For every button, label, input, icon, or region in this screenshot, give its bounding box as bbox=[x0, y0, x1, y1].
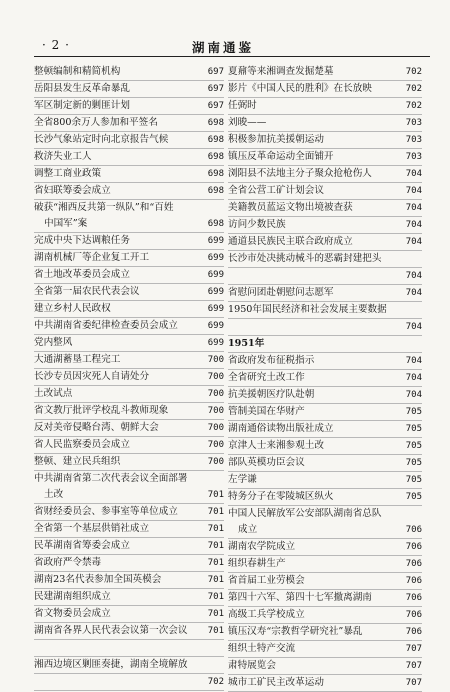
toc-entry-title: 军区制定新的剿匪计划 bbox=[34, 100, 130, 111]
toc-entry-title: 肃特展览会 bbox=[228, 660, 276, 671]
toc-entry-title: 第四十六军、第四十七军撤离湖南 bbox=[228, 592, 372, 603]
toc-entry bbox=[228, 200, 422, 217]
toc-entry bbox=[34, 521, 224, 538]
toc-entry bbox=[228, 149, 422, 166]
toc-entry-page: 699 bbox=[207, 270, 224, 280]
toc-entry-page: 702 bbox=[207, 677, 224, 687]
toc-entry-page: 704 bbox=[405, 203, 422, 213]
toc-entry bbox=[228, 438, 422, 455]
toc-year-heading bbox=[228, 336, 422, 353]
toc-entry bbox=[228, 132, 422, 149]
toc-entry-page: 707 bbox=[405, 678, 422, 688]
toc-entry bbox=[34, 555, 224, 572]
toc-entry bbox=[34, 200, 224, 233]
toc-entry bbox=[34, 284, 224, 301]
toc-entry-page: 698 bbox=[207, 118, 224, 128]
toc-entry bbox=[34, 183, 224, 200]
toc-entry-title: 省妇联筹委会成立 bbox=[34, 185, 111, 196]
toc-entry-title: 抗美援朝医疗队赴朝 bbox=[228, 389, 315, 400]
toc-entry bbox=[34, 420, 224, 437]
toc-entry-page: 706 bbox=[405, 593, 422, 603]
toc-entry-page: 698 bbox=[207, 186, 224, 196]
toc-entry-page: 702 bbox=[405, 84, 422, 94]
toc-entry bbox=[228, 370, 422, 387]
toc-entry-title: 长沙市处决挑动械斗的恶霸封建把头 bbox=[228, 253, 382, 264]
toc-entry-page: 697 bbox=[207, 84, 224, 94]
toc-entry-page: 701 bbox=[207, 575, 224, 585]
toc-entry bbox=[228, 539, 422, 556]
toc-entry-page: 706 bbox=[405, 559, 422, 569]
toc-entry-title-continued: 土改 bbox=[44, 489, 64, 500]
toc-entry bbox=[228, 64, 422, 81]
toc-entry-page: 704 bbox=[405, 288, 422, 298]
toc-entry bbox=[34, 504, 224, 521]
toc-entry-page: 699 bbox=[207, 287, 224, 297]
toc-entry bbox=[228, 489, 422, 506]
toc-entry bbox=[228, 81, 422, 98]
toc-entry-title: 整顿、建立民兵组织 bbox=[34, 456, 121, 467]
toc-entry bbox=[34, 301, 224, 318]
toc-entry bbox=[228, 573, 422, 590]
toc-entry-title: 中国人民解放军公安部队湖南省总队 bbox=[228, 508, 382, 519]
toc-entry-page: 701 bbox=[207, 541, 224, 551]
toc-entry-title: 救济失业工人 bbox=[34, 151, 92, 162]
toc-entry-title: 省文教厅批评学校乱斗教师现象 bbox=[34, 405, 169, 416]
toc-entry-page: 702 bbox=[405, 101, 422, 111]
toc-entry bbox=[34, 471, 224, 504]
toc-entry-title: 省慰问团赴朝慰问志愿军 bbox=[228, 287, 334, 298]
toc-entry bbox=[34, 369, 224, 386]
toc-entry bbox=[34, 386, 224, 403]
toc-entry-title: 全省第一个基层供销社成立 bbox=[34, 523, 150, 534]
toc-entry-title: 岳阳县发生反革命暴乱 bbox=[34, 83, 130, 94]
toc-entry-page: 697 bbox=[207, 101, 224, 111]
toc-entry-page: 703 bbox=[405, 152, 422, 162]
toc-entry-title: 省文物委员会成立 bbox=[34, 608, 111, 619]
toc-entry bbox=[228, 319, 422, 336]
toc-entry-page: 698 bbox=[207, 135, 224, 145]
toc-entry-title: 湖南农学院成立 bbox=[228, 541, 296, 552]
toc-entry bbox=[228, 506, 422, 539]
toc-entry-title: 党内整风 bbox=[34, 337, 73, 348]
toc-entry-title: 1950年国民经济和社会发展主要数据 bbox=[228, 304, 387, 315]
toc-entry-page: 705 bbox=[405, 458, 422, 468]
toc-entry-title: 省财经委员会、参事室等单位成立 bbox=[34, 506, 178, 517]
toc-entry-title: 湘西边境区剿匪奏捷，湖南全境解放 bbox=[34, 659, 188, 670]
toc-entry-title: 调整工商业政策 bbox=[34, 168, 102, 179]
toc-entry bbox=[34, 538, 224, 555]
page-header bbox=[0, 0, 450, 58]
toc-entry-title: 完成中央下达调粮任务 bbox=[34, 235, 130, 246]
toc-entry-title: 影片《中国人民的胜利》在长放映 bbox=[228, 83, 372, 94]
toc-entry-page: 705 bbox=[405, 492, 422, 502]
toc-entry bbox=[34, 352, 224, 369]
toc-entry-page: 700 bbox=[207, 355, 224, 365]
toc-entry bbox=[228, 455, 422, 472]
toc-entry bbox=[34, 623, 224, 640]
toc-entry-page: 703 bbox=[405, 118, 422, 128]
toc-entry-page: 706 bbox=[405, 627, 422, 637]
toc-entry bbox=[228, 166, 422, 183]
toc-entry-title: 镇压反革命运动全面铺开 bbox=[228, 151, 334, 162]
toc-entry-page: 704 bbox=[405, 356, 422, 366]
toc-entry bbox=[34, 132, 224, 149]
toc-entry-page: 704 bbox=[405, 373, 422, 383]
toc-entry-page: 702 bbox=[405, 67, 422, 77]
toc-entry bbox=[228, 607, 422, 624]
toc-entry-page: 698 bbox=[207, 219, 224, 229]
toc-entry bbox=[34, 149, 224, 166]
toc-entry-page: 701 bbox=[207, 626, 224, 636]
toc-entry-title: 特务分子在零陵城区纵火 bbox=[228, 491, 334, 502]
toc-entry-page: 700 bbox=[207, 457, 224, 467]
toc-entry bbox=[228, 353, 422, 370]
toc-entry-title: 组织土特产交流 bbox=[228, 643, 296, 654]
toc-left-column bbox=[34, 64, 224, 691]
toc-entry-page: 701 bbox=[207, 507, 224, 517]
toc-entry-title: 中共湖南省第二次代表会议全面部署 bbox=[34, 473, 188, 484]
toc-entry bbox=[228, 98, 422, 115]
toc-entry-page: 701 bbox=[207, 592, 224, 602]
toc-entry-title: 刘晙—— bbox=[228, 117, 267, 128]
toc-entry-page: 705 bbox=[405, 424, 422, 434]
toc-entry-title: 全省800余万人参加和平签名 bbox=[34, 117, 158, 128]
toc-entry bbox=[34, 640, 224, 657]
toc-entry-page: 700 bbox=[207, 406, 224, 416]
toc-entry-title: 浏阳县不法地主分子聚众抢枪伤人 bbox=[228, 168, 372, 179]
toc-entry-title: 部队英模功臣会议 bbox=[228, 457, 305, 468]
toc-entry-title: 湖南通俗读物出版社成立 bbox=[228, 423, 334, 434]
toc-entry-page: 700 bbox=[207, 372, 224, 382]
toc-entry bbox=[228, 404, 422, 421]
toc-entry bbox=[34, 233, 224, 250]
toc-entry-page: 699 bbox=[207, 304, 224, 314]
toc-entry bbox=[34, 318, 224, 335]
toc-entry-page: 700 bbox=[207, 389, 224, 399]
toc-entry-page: 705 bbox=[405, 441, 422, 451]
toc-entry-title: 省政府严令禁毒 bbox=[34, 557, 102, 568]
toc-entry bbox=[228, 302, 422, 319]
toc-entry-page: 707 bbox=[405, 661, 422, 671]
toc-entry-title: 建立乡村人民政权 bbox=[34, 303, 111, 314]
toc-entry bbox=[34, 572, 224, 589]
toc-entry-title: 镇压汉寿“宗教哲学研究社”暴乱 bbox=[228, 626, 363, 637]
toc-entry bbox=[34, 64, 224, 81]
toc-entry bbox=[34, 437, 224, 454]
toc-entry-page: 697 bbox=[207, 67, 224, 77]
toc-entry-page: 704 bbox=[405, 237, 422, 247]
toc-entry-title: 省土地改革委员会成立 bbox=[34, 269, 130, 280]
toc-entry-title: 湖南机械厂等企业复工开工 bbox=[34, 252, 150, 263]
toc-entry-page: 706 bbox=[405, 576, 422, 586]
toc-entry-page: 704 bbox=[405, 169, 422, 179]
toc-entry bbox=[34, 250, 224, 267]
toc-entry-title: 中共湖南省委纪律检查委员会成立 bbox=[34, 320, 178, 331]
toc-entry bbox=[228, 268, 422, 285]
toc-entry-page: 704 bbox=[405, 220, 422, 230]
toc-entry-title: 大通湖蓄垦工程完工 bbox=[34, 354, 121, 365]
toc-entry-title: 长沙气象站定时向北京报告气候 bbox=[34, 134, 169, 145]
toc-entry-page: 700 bbox=[207, 440, 224, 450]
toc-entry-page: 699 bbox=[207, 253, 224, 263]
toc-entry-page: 704 bbox=[405, 271, 422, 281]
running-title: 湖南通鉴 bbox=[192, 40, 255, 55]
toc-entry-page: 701 bbox=[207, 490, 224, 500]
toc-entry-title: 组织春耕生产 bbox=[228, 558, 286, 569]
toc-entry bbox=[34, 81, 224, 98]
toc-entry-page: 706 bbox=[405, 525, 422, 535]
toc-entry-title: 高级工兵学校成立 bbox=[228, 609, 305, 620]
toc-entry-page: 706 bbox=[405, 542, 422, 552]
header-rule bbox=[34, 56, 430, 57]
toc-entry-title: 任弼时 bbox=[228, 100, 257, 111]
toc-entry bbox=[34, 403, 224, 420]
toc-entry-title: 土改试点 bbox=[34, 388, 73, 399]
toc-entry bbox=[34, 166, 224, 183]
toc-entry-title: 夏鼐等来湘调查发掘楚墓 bbox=[228, 66, 334, 77]
toc-entry bbox=[34, 454, 224, 471]
toc-entry bbox=[228, 641, 422, 658]
toc-entry-title: 访问少数民族 bbox=[228, 219, 286, 230]
toc-entry-page: 704 bbox=[405, 390, 422, 400]
toc-entry-title: 管制美国在华财产 bbox=[228, 406, 305, 417]
toc-entry bbox=[228, 472, 422, 489]
toc-entry-title-continued: 中国军”案 bbox=[44, 218, 88, 229]
toc-entry-title: 整顿编制和精简机构 bbox=[34, 66, 121, 77]
toc-entry bbox=[34, 606, 224, 623]
toc-entry-title: 破获“湘西反共第一纵队”和“百姓 bbox=[34, 202, 174, 213]
toc-entry-title: 1951年 bbox=[228, 338, 265, 349]
toc-entry bbox=[34, 98, 224, 115]
toc-entry bbox=[228, 675, 422, 692]
toc-entry-page: 703 bbox=[405, 135, 422, 145]
toc-entry bbox=[228, 251, 422, 268]
toc-entry bbox=[34, 589, 224, 606]
toc-entry-title: 长沙专员因灾死人自请处分 bbox=[34, 371, 150, 382]
toc-entry bbox=[228, 624, 422, 641]
toc-entry bbox=[228, 217, 422, 234]
toc-entry-page: 705 bbox=[405, 475, 422, 485]
toc-entry-page: 698 bbox=[207, 169, 224, 179]
toc-entry bbox=[228, 234, 422, 251]
toc-entry bbox=[228, 421, 422, 438]
toc-entry-title: 湖南省各界人民代表会议第一次会议 bbox=[34, 625, 188, 636]
toc-entry-title: 美籍教员蓝运文物出境被查获 bbox=[228, 202, 353, 213]
toc-entry-page: 699 bbox=[207, 321, 224, 331]
toc-entry-page: 705 bbox=[405, 407, 422, 417]
toc-entry-page: 701 bbox=[207, 609, 224, 619]
toc-entry-page: 701 bbox=[207, 524, 224, 534]
toc-entry-page: 701 bbox=[207, 558, 224, 568]
toc-entry-title-continued: 成立 bbox=[238, 524, 258, 535]
toc-entry bbox=[34, 267, 224, 284]
toc-entry-title: 省政府发布征税指示 bbox=[228, 355, 315, 366]
toc-entry-title: 全省第一届农民代表会议 bbox=[34, 286, 140, 297]
toc-entry-page: 706 bbox=[405, 610, 422, 620]
toc-entry bbox=[228, 387, 422, 404]
toc-entry bbox=[228, 590, 422, 607]
toc-entry bbox=[228, 183, 422, 200]
toc-entry-page: 700 bbox=[207, 423, 224, 433]
toc-entry-title: 民建湖南组织成立 bbox=[34, 591, 111, 602]
toc-entry-title: 通道县民族民主联合政府成立 bbox=[228, 236, 353, 247]
toc-entry bbox=[34, 335, 224, 352]
toc-entry-title: 左学谦 bbox=[228, 474, 257, 485]
toc-entry bbox=[34, 657, 224, 674]
toc-entry bbox=[228, 658, 422, 675]
toc-right-column bbox=[228, 64, 422, 692]
toc-entry-title: 全省公营工矿计划会议 bbox=[228, 185, 324, 196]
toc-entry-title: 民革湖南省筹委会成立 bbox=[34, 540, 130, 551]
toc-entry bbox=[228, 285, 422, 302]
toc-entry-title: 省人民监察委员会成立 bbox=[34, 439, 130, 450]
toc-entry bbox=[228, 115, 422, 132]
toc-entry-title: 省首届工业劳模会 bbox=[228, 575, 305, 586]
toc-entry bbox=[228, 556, 422, 573]
toc-entry-page: 704 bbox=[405, 322, 422, 332]
toc-entry-title: 全省研究土改工作 bbox=[228, 372, 305, 383]
toc-entry-title: 京津人士来湘参观土改 bbox=[228, 440, 324, 451]
toc-entry-page: 699 bbox=[207, 338, 224, 348]
toc-entry-title: 湖南23名代表参加全国英模会 bbox=[34, 574, 162, 585]
toc-entry-page: 698 bbox=[207, 152, 224, 162]
toc-entry-title: 城市工矿民主改革运动 bbox=[228, 677, 324, 688]
toc-entry-title: 反对美帝侵略台湾、朝鲜大会 bbox=[34, 422, 159, 433]
toc-entry-page: 707 bbox=[405, 644, 422, 654]
toc-entry-title: 积极参加抗美援朝运动 bbox=[228, 134, 324, 145]
toc-entry-page: 699 bbox=[207, 236, 224, 246]
toc-entry-page: 704 bbox=[405, 186, 422, 196]
toc-entry bbox=[34, 115, 224, 132]
toc-entry bbox=[34, 674, 224, 691]
page-number: · 2 · bbox=[42, 38, 70, 52]
